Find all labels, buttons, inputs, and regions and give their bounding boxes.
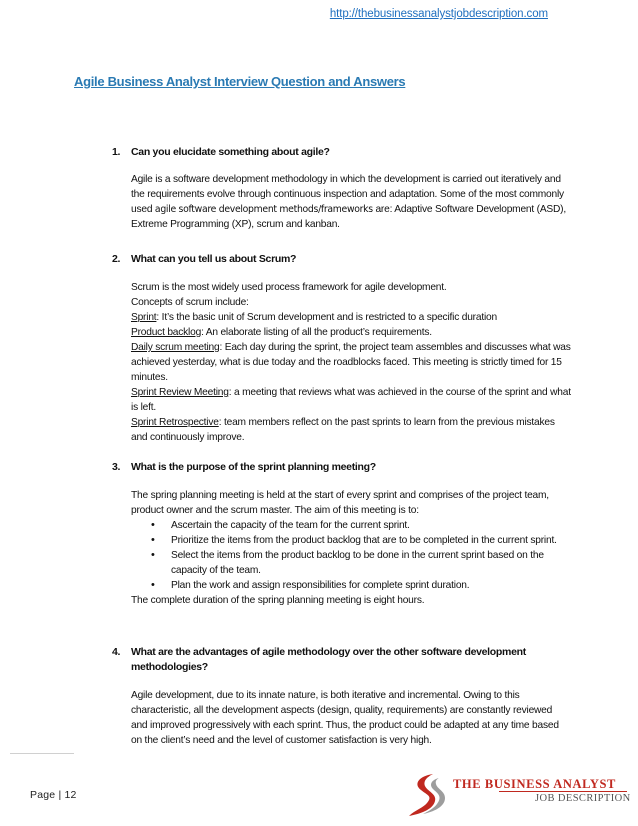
planning-closing: The complete duration of the spring planning meeting is eight hours. — [131, 595, 425, 606]
logo-underline — [499, 791, 627, 792]
list-item: • Select the items from the product backlog to be done in the current sprint based on the capacity of the team. — [131, 548, 571, 578]
document-title: Agile Business Analyst Interview Question and Answers — [74, 74, 406, 89]
answer-paragraph: Agile development, due to its innate nature, is both iterative and incremental. Owing to this characteristic, all the development aspects (design, quality, requirements) are constantly reviewed and improved progressively with each sprint. Thus, the product could be adapted at any time based on the client’s need and the level of customer satisfaction is very high. — [131, 690, 559, 746]
question-number: 1. — [112, 146, 121, 158]
page-number: Page | 12 — [30, 789, 77, 801]
question-4 — [112, 645, 582, 675]
concept-sprint: Sprint: It’s the basic unit of Scrum development and is restricted to a specific duration — [131, 312, 497, 323]
concept-term: Sprint Retrospective — [131, 417, 219, 428]
question-2 — [112, 252, 582, 267]
question-1 — [112, 145, 582, 160]
question-text: What is the purpose of the sprint planning meeting? — [131, 461, 376, 473]
answer-3 — [131, 488, 571, 608]
planning-bullet-list — [131, 518, 571, 593]
concept-daily-scrum: Daily scrum meeting: Each day during the sprint, the project team assembles and discusses what was achieved yesterday, what is due today and the roadblocks faced. This meeting is strictly timed for 15 minutes. — [131, 342, 571, 383]
question-3 — [112, 460, 582, 475]
concept-term: Sprint — [131, 312, 157, 323]
header-url-link[interactable]: http://thebusinessanalystjobdescription.com — [329, 8, 548, 20]
concept-term: Product backlog — [131, 327, 202, 338]
concept-sprint-retrospective: Sprint Retrospective: team members reflect on the past sprints to learn from the previous mistakes and continuously improve. — [131, 417, 555, 443]
question-number: 3. — [112, 461, 121, 473]
answer-paragraph: Agile is a software development methodology in which the development is carried out iteratively and the requirements evolve through continuous inspection and adaptation. Some of the most commonly used agile software development methods/frameworks are: Adaptive Software Development (ASD), Extreme Programming (XP), scrum and kanban. — [131, 174, 567, 230]
concept-term: Daily scrum meeting — [131, 342, 220, 353]
logo-swoosh-icon — [403, 770, 453, 820]
concept-product-backlog: Product backlog: An elaborate listing of all the product’s requirements. — [131, 327, 432, 338]
concept-term: Sprint Review Meeting — [131, 387, 229, 398]
answer-4 — [131, 688, 571, 748]
scrum-concepts-label: Concepts of scrum include: — [131, 297, 249, 308]
question-text: What can you tell us about Scrum? — [131, 253, 297, 265]
question-number: 2. — [112, 253, 121, 265]
agile-methods-phrase: agile software development methods/frameworks — [154, 204, 373, 215]
question-text: Can you elucidate something about agile? — [131, 146, 330, 158]
planning-intro: The spring planning meeting is held at the start of every sprint and comprises of the project team, product owner and the scrum master. The aim of this meeting is to: — [131, 490, 549, 516]
answer-1 — [131, 172, 571, 232]
logo-title: THE BUSINESS ANALYST — [453, 777, 616, 791]
scrum-intro: Scrum is the most widely used process framework for agile development. — [131, 282, 447, 293]
question-text: What are the advantages of agile methodology over the other software development methodologies? — [131, 646, 526, 673]
answer-2 — [131, 280, 571, 445]
brand-logo — [403, 770, 633, 820]
question-number: 4. — [112, 646, 121, 658]
list-item: • Ascertain the capacity of the team for the current sprint. — [131, 518, 571, 533]
logo-subtitle: JOB DESCRIPTION — [535, 793, 631, 804]
concept-sprint-review: Sprint Review Meeting: a meeting that reviews what was achieved in the course of the sprint and what is left. — [131, 387, 571, 413]
list-item: • Prioritize the items from the product backlog that are to be completed in the current sprint. — [131, 533, 571, 548]
footer-divider — [10, 753, 74, 754]
list-item: • Plan the work and assign responsibilities for complete sprint duration. — [131, 578, 571, 593]
